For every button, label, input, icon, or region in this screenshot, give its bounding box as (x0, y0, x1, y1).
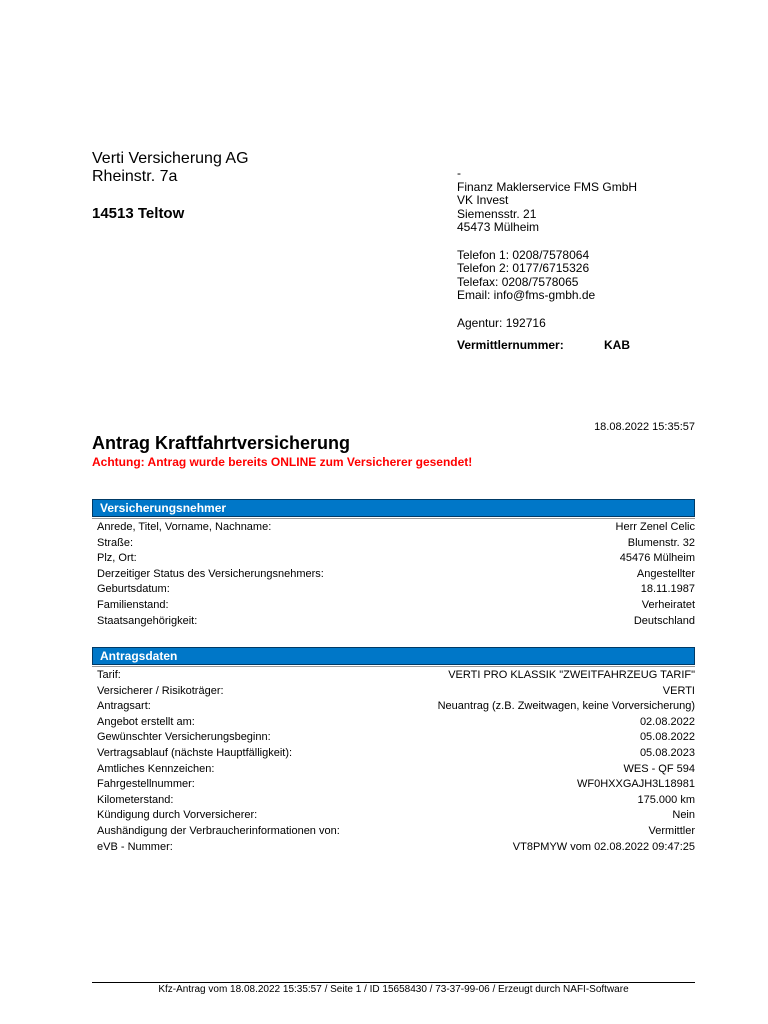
sender-company: Finanz Maklerservice FMS GmbH (457, 179, 638, 194)
table-row (97, 567, 695, 583)
table-row (97, 808, 695, 824)
table-row (97, 614, 695, 630)
section-header-versicherungsnehmer: Versicherungsnehmer (92, 499, 695, 517)
table-row (97, 793, 695, 809)
row-value: VT8PMYW vom 02.08.2022 09:47:25 (512, 840, 695, 853)
section-divider (92, 666, 695, 667)
row-value: Verheiratet (641, 598, 695, 611)
row-value: Nein (672, 809, 695, 822)
table-row (97, 536, 695, 552)
row-value: Deutschland (633, 614, 695, 627)
row-label: Tarif: (97, 669, 121, 681)
row-label: Vertragsablauf (nächste Hauptfälligkeit): (97, 746, 293, 759)
section-header-antragsdaten: Antragsdaten (92, 647, 695, 665)
sender-city: 45473 Mülheim (457, 220, 540, 235)
table-row (97, 598, 695, 614)
footer-divider (92, 982, 695, 983)
recipient-company: Verti Versicherung AG (92, 150, 249, 167)
row-value: VERTI (662, 684, 695, 697)
row-label: Geburtsdatum: (97, 583, 170, 596)
row-label: Gewünschter Versicherungsbeginn: (97, 731, 271, 744)
row-value: 05.08.2022 (639, 731, 695, 744)
recipient-city: 14513 Teltow (92, 205, 185, 222)
document-datetime: 18.08.2022 15:35:57 (594, 421, 695, 433)
row-label: Amtliches Kennzeichen: (97, 762, 215, 775)
antragsdaten-table (97, 668, 695, 855)
row-label: Familienstand: (97, 598, 169, 611)
sender-email: Email: info@fms-gmbh.de (457, 288, 596, 303)
row-value: Vermittler (648, 824, 695, 837)
sender-street: Siemensstr. 21 (457, 206, 537, 221)
page-footer: Kfz-Antrag vom 18.08.2022 15:35:57 / Seite 1 / ID 15658430 / 73-37-99-06 / Erzeugt durch NAFI-Software (158, 984, 629, 995)
table-row (97, 730, 695, 746)
table-row (97, 699, 695, 715)
table-row (97, 824, 695, 840)
row-value: 02.08.2022 (639, 715, 695, 728)
row-label: Kilometerstand: (97, 793, 174, 806)
row-value: 05.08.2023 (639, 746, 695, 759)
row-label: eVB - Nummer: (97, 840, 173, 853)
table-row (97, 668, 695, 684)
vermittler-value: KAB (604, 338, 630, 352)
versicherungsnehmer-table (97, 520, 695, 629)
sender-department: VK Invest (457, 193, 509, 208)
sender-spacer-2 (457, 302, 637, 316)
sender-block (457, 166, 637, 329)
row-label: Straße: (97, 536, 134, 549)
table-row (97, 551, 695, 567)
online-warning: Achtung: Antrag wurde bereits ONLINE zum Versicherer gesendet! (92, 455, 473, 469)
row-value: 45476 Mülheim (619, 552, 695, 565)
row-value: Neuantrag (z.B. Zweitwagen, keine Vorversicherung) (437, 700, 695, 713)
row-value: Angestellter (636, 567, 695, 580)
row-value: 18.11.1987 (640, 583, 695, 596)
sender-phone-1: Telefon 1: 0208/7578064 (457, 247, 590, 262)
row-value: Blumenstr. 32 (627, 536, 695, 549)
row-label: Angebot erstellt am: (97, 715, 195, 728)
document-title: Antrag Kraftfahrtversicherung (92, 433, 351, 453)
table-row (97, 840, 695, 856)
table-row (97, 684, 695, 700)
vermittler-label: Vermittlernummer: (457, 338, 564, 352)
table-row (97, 777, 695, 793)
row-label: Staatsangehörigkeit: (97, 614, 198, 627)
row-label: Anrede, Titel, Vorname, Nachname: (97, 521, 272, 533)
sender-spacer (457, 234, 637, 248)
row-value: WES - QF 594 (623, 762, 695, 775)
row-label: Kündigung durch Vorversicherer: (97, 809, 258, 822)
row-label: Antragsart: (97, 700, 151, 713)
row-value: Herr Zenel Celic (615, 521, 695, 533)
row-label: Aushändigung der Verbraucherinformationen von: (97, 824, 340, 837)
row-label: Derzeitiger Status des Versicherungsnehmers: (97, 567, 324, 580)
sender-dash: - (457, 166, 461, 180)
table-row (97, 715, 695, 731)
table-row (97, 746, 695, 762)
recipient-street: Rheinstr. 7a (92, 168, 178, 185)
row-value: WF0HXXGAJH3L18981 (577, 778, 695, 791)
row-label: Fahrgestellnummer: (97, 778, 195, 791)
section-divider (92, 518, 695, 519)
table-row (97, 582, 695, 598)
sender-fax: Telefax: 0208/7578065 (457, 274, 579, 289)
sender-phone-2: Telefon 2: 0177/6715326 (457, 261, 590, 276)
table-row (97, 762, 695, 778)
row-value: 175.000 km (637, 793, 695, 806)
table-row (97, 520, 695, 536)
row-label: Plz, Ort: (97, 552, 137, 565)
sender-agency: Agentur: 192716 (457, 315, 546, 330)
row-value: VERTI PRO KLASSIK "ZWEITFAHRZEUG TARIF" (448, 669, 695, 681)
row-label: Versicherer / Risikoträger: (97, 684, 224, 697)
